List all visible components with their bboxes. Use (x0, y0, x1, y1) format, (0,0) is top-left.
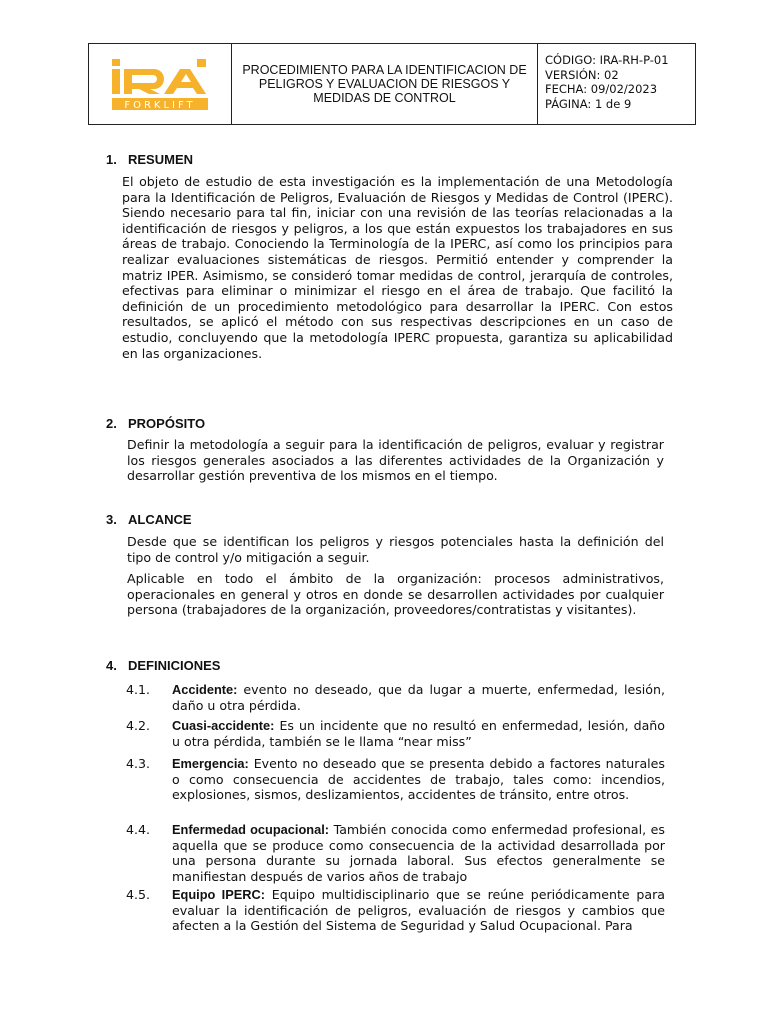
definition-text: Equipo multidisciplinario que se reúne periódicamente para evaluar la identificación de peligros, evaluación de riesgos y cambios que afecten a la Gestión del Sistema de Seguridad y Salud Ocupacional. Para (172, 887, 665, 934)
definition-item (172, 682, 665, 713)
section-heading-definiciones: 4. DEFINICIONES (106, 658, 221, 673)
definition-term: Emergencia: (172, 756, 249, 771)
proposito-paragraph: Definir la metodología a seguir para la identificación de peligros, evaluar y registrar los riesgos generales asociados a las diferentes actividades de la Organización y desarrollar gestión preventiva de los mismos en el tiempo. (127, 437, 664, 484)
doc-date: FECHA: 09/02/2023 (545, 82, 658, 96)
definition-number: 4.4. (126, 822, 151, 837)
definition-item (172, 822, 665, 884)
definition-item (172, 756, 665, 803)
doc-code: CÓDIGO: IRA-RH-P-01 (545, 53, 669, 67)
document-header (88, 43, 696, 125)
logo-cell (89, 44, 232, 124)
doc-version: VERSIÓN: 02 (545, 67, 619, 82)
definition-number: 4.1. (126, 682, 151, 697)
resumen-paragraph: El objeto de estudio de esta investigación es la implementación de una Metodología para la Identificación de Peligros, Evaluación de Riesgos y Medidas de Control (IPERC). Siendo necesario para tal fin, iniciar con una revisión de las teorías relacionadas a la identificación de riesgos y peligros, a los que están expuestos los trabajadores en sus áreas de trabajo. Conociendo la Terminología de la IPERC, así como los principios para realizar evaluaciones sistemáticas de riesgos. Permitió entender y comprender la matriz IPER. Asimismo, se consideró tomar medidas de control, jerarquía de controles, efectivas para eliminar o minimizar el riesgo en el área de trabajo. Que facilitó la definición de un procedimiento metodológico para desarrollar la IPERC. Con estos resultados, se aplicó el método con sus respectivas descripciones en un caso de estudio, concluyendo que la metodología IPERC propuesta, garantiza su aplicabilidad en las organizaciones. (122, 174, 673, 361)
definition-item (172, 887, 665, 934)
definition-term: Accidente: (172, 682, 238, 697)
definition-term: Cuasi-accidente: (172, 718, 275, 733)
definition-number: 4.2. (126, 718, 151, 733)
definition-number: 4.5. (126, 887, 151, 902)
document-title: PROCEDIMIENTO PARA LA IDENTIFICACION DE PELIGROS Y EVALUACION DE RIESGOS Y MEDIDAS DE CONTROL (232, 44, 538, 124)
definition-text: evento no deseado, que da lugar a muerte, enfermedad, lesión, daño u otra pérdida. (172, 682, 665, 713)
definition-item (172, 718, 665, 749)
definition-text: Evento no deseado que se presenta debido a factores naturales o como consecuencia de accidentes de trabajo, tales como: incendios, explosiones, sismos, deslizamientos, accidentes de tránsito, entre otros. (172, 756, 665, 803)
section-heading-proposito: 2. PROPÓSITO (106, 416, 206, 431)
svg-text:FORKLIFT: FORKLIFT (124, 100, 196, 111)
definition-text: Es un incidente que no resultó en enfermedad, lesión, daño u otra pérdida, también se le llama “near miss” (172, 718, 665, 749)
doc-page: PÁGINA: 1 de 9 (545, 96, 632, 111)
definition-term: Enfermedad ocupacional: (172, 822, 330, 837)
definition-number: 4.3. (126, 756, 151, 771)
alcance-paragraph-1: Desde que se identifican los peligros y riesgos potenciales hasta la definición del tipo de control y/o mitigación a seguir. (127, 534, 664, 565)
section-heading-resumen: 1. RESUMEN (106, 152, 194, 167)
alcance-paragraph-2: Aplicable en todo el ámbito de la organización: procesos administrativos, operacionales en general y otros en donde se desarrollen actividades por cualquier persona (trabajadores de la organización, proveedores/contratistas y visitantes). (127, 571, 664, 618)
definition-text: También conocida como enfermedad profesional, es aquella que se produce como consecuencia de la actividad desarrollada por una persona durante su jornada laboral. Sus efectos generalmente se manifiestan después de varios años de trabajo (172, 822, 665, 884)
company-logo (108, 55, 212, 113)
document-meta (538, 44, 695, 124)
definition-term: Equipo IPERC: (172, 887, 266, 902)
section-heading-alcance: 3. ALCANCE (106, 512, 192, 527)
